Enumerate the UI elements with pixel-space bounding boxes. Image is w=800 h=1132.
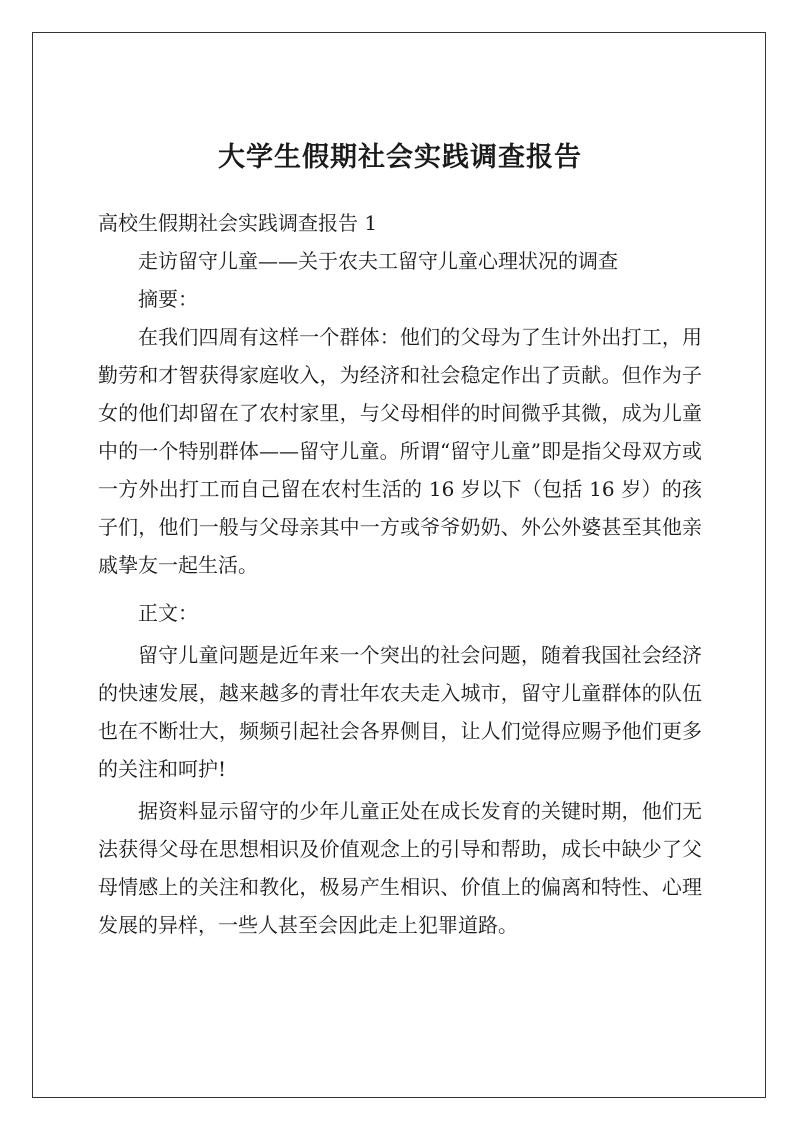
body-paragraph-1: 留守儿童问题是近年来一个突出的社会问题，随着我国社会经济的快速发展，越来越多的青壮年农夫走入城市，留守儿童群体的队伍也在不断壮大，频频引起社会各界侧目，让人们觉得应赐予他们更多的关注和呵护! — [98, 643, 702, 781]
abstract-paragraph: 在我们四周有这样一个群体：他们的父母为了生计外出打工，用勤劳和才智获得家庭收入，为经济和社会稳定作出了贡献。但作为子女的他们却留在了农村家里，与父母相伴的时间微乎其微，成为儿童中的一个特别群体——留守儿童。所谓“留守儿童”即是指父母双方或一方外出打工而自己留在农村生活的 16 岁以下（包括 16 岁）的孩子们，他们一般与父母亲其中一方或爷爷奶奶、外公外婆甚至其他亲戚挚友一起生活。 — [98, 325, 702, 577]
document-title: 大学生假期社会实践调查报告 — [218, 142, 582, 173]
body-paragraph-2: 据资料显示留守的少年儿童正处在成长发育的关键时期，他们无法获得父母在思想相识及价值观念上的引导和帮助，成长中缺少了父母情感上的关注和教化，极易产生相识、价值上的偏离和特性、心理发展的异样，一些人甚至会因此走上犯罪道路。 — [98, 799, 702, 937]
body-label: 正文： — [138, 601, 198, 625]
report-heading: 走访留守儿童——关于农夫工留守儿童心理状况的调查 — [138, 249, 618, 273]
report-subtitle: 高校生假期社会实践调查报告 1 — [98, 211, 378, 235]
abstract-label: 摘要： — [138, 287, 198, 311]
document-body — [98, 110, 702, 944]
